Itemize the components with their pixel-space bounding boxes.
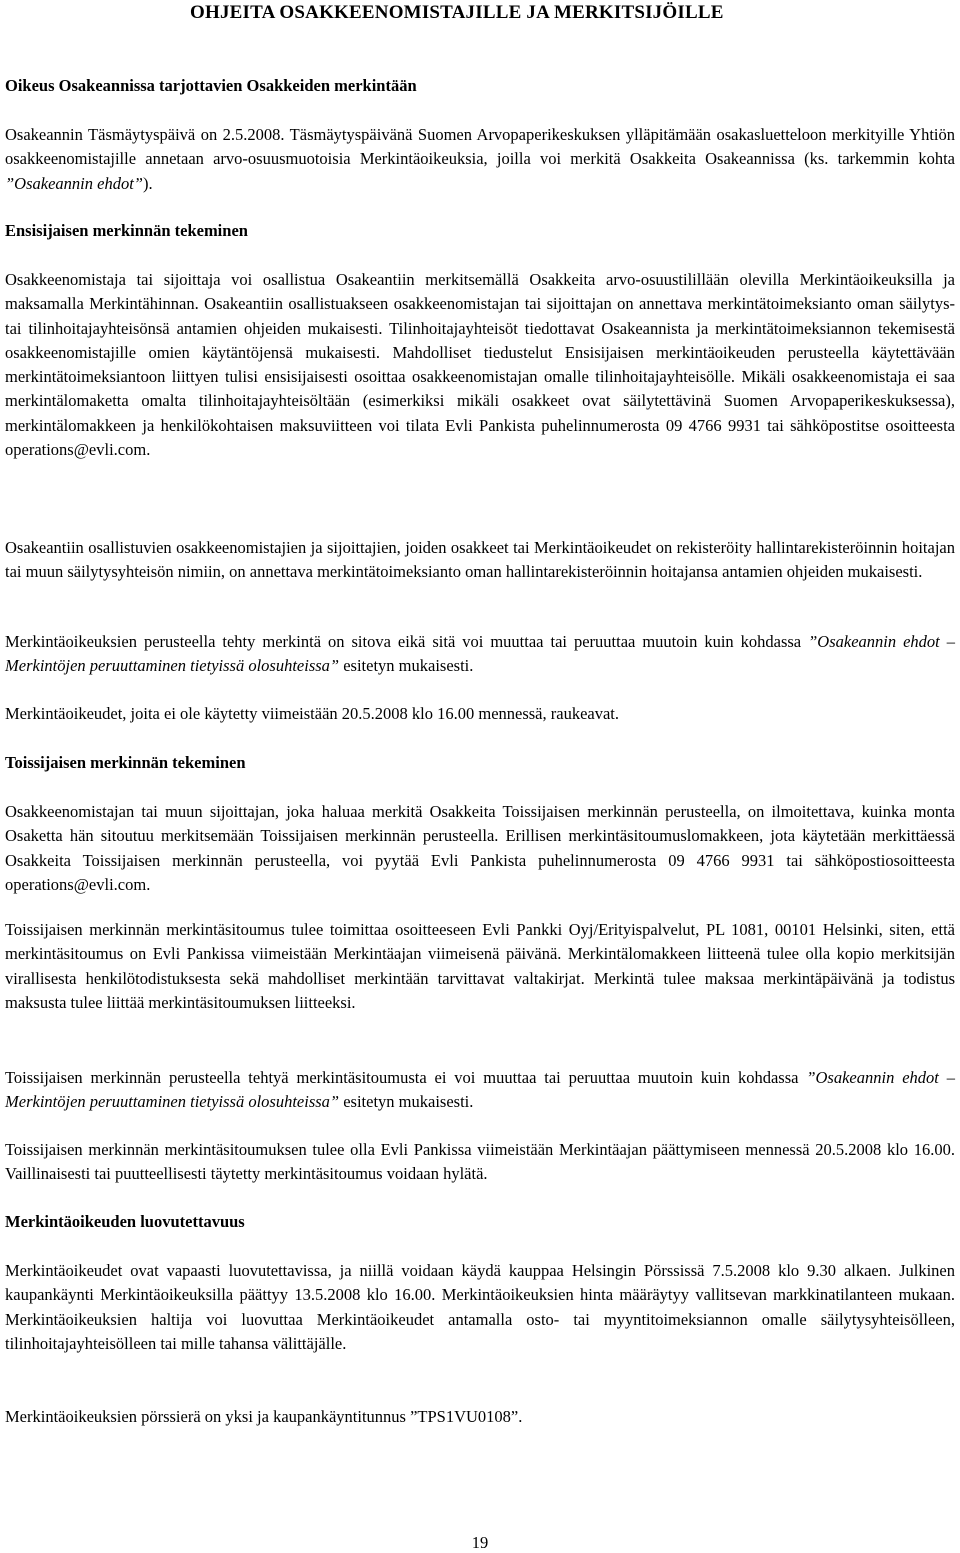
- emphasis-reference: ”Osakeannin ehdot – Merkintöjen peruuttaminen tietyissä olosuhteissa”: [5, 1068, 955, 1112]
- paragraph-rights-expiry: Merkintäoikeudet, joita ei ole käytetty viimeistään 20.5.2008 klo 16.00 mennessä, raukeavat.: [5, 704, 620, 723]
- emphasis-reference: ”Osakeannin ehdot – Merkintöjen peruuttaminen tietyissä olosuhteissa”: [5, 632, 956, 676]
- paragraph-trading-code: Merkintäoikeuksien pörssierä on yksi ja kaupankäyntitunnus ”TPS1VU0108”.: [5, 1407, 523, 1426]
- paragraph-nominee-registered: Osakeantiin osallistuvien osakkeenomistajien ja sijoittajien, joiden osakkeet tai Merkintäoikeudet on rekisteröity hallintarekisteröinnin hoitajan tai muun säilytysyhteisön nimiin, on annettava merkintätoimeksianto oman hallintarekisteröinnin hoitajansa antamien ohjeiden mukaisesti.: [5, 538, 955, 582]
- paragraph-commitment-binding: Toissijaisen merkinnän perusteella tehtyä merkintäsitoumusta ei voi muuttaa tai peruuttaa muutoin kuin kohdassa ”Osakeannin ehdot – Merkintöjen peruuttaminen tietyissä olosuhteissa” esitetyn mukaisesti.: [5, 1068, 955, 1112]
- section-heading-primary-subscription: Ensisijaisen merkinnän tekeminen: [5, 221, 248, 240]
- paragraph-primary-subscription: Osakkeenomistaja tai sijoittaja voi osallistua Osakeantiin merkitsemällä Osakkeita arvo-osuustilillään olevilla Merkintäoikeuksilla ja maksamalla Merkintähinnan. Osakeantiin osallistuakseen osakkeenomistajan tai sijoittajan on annettava merkintätoimeksianto oman säilytys- tai tilinhoitajayhteisönsä antamien ohjeiden mukaisesti. Tilinhoitajayhteisöt tiedottavat Osakeannista ja merkintätoimeksiannon tekemisestä osakkeenomistajille omien käytäntöjensä mukaisesti. Mahdolliset tiedustelut Ensisijaisen merkintäoikeuden perusteella käytettävään merkintätoimeksiantoon liittyen tulisi ensisijaisesti osoittaa osakkeenomistajan omalle tilinhoitajayhteisölle. Mikäli osakkeenomistaja ei saa merkintälomaketta omalta tilinhoitajayhteisöltään (esimerkiksi mikäli osakkeet ovat säilytettävinä Suomen Arvopaperikeskuksessa), merkintälomakkeen ja henkilökohtaisen maksuviitteen voi tilata Evli Pankista puhelinnumerosta 09 4766 9931 tai sähköpostitse osoitteesta operations@evli.com.: [5, 270, 955, 460]
- paragraph-record-date: Osakeannin Täsmäytyspäivä on 2.5.2008. Täsmäytyspäivänä Suomen Arvopaperikeskuksen ylläpitämään osakasluetteloon merkityille Yhtiön osakkeenomistajille annetaan arvo-osuusmuotoisia Merkintäoikeuksia, joilla voi merkitä Osakkeita Osakeannissa (ks. tarkemmin kohta ”Osakeannin ehdot”).: [5, 125, 955, 193]
- page-number: 19: [471, 1533, 489, 1552]
- document-title: OHJEITA OSAKKEENOMISTAJILLE JA MERKITSIJÖILLE: [190, 2, 724, 23]
- paragraph-commitment-delivery: Toissijaisen merkinnän merkintäsitoumus tulee toimittaa osoitteeseen Evli Pankki Oyj/Erityispalvelut, PL 1081, 00101 Helsinki, siten, että merkintäsitoumus on Evli Pankissa viimeistään Merkintäajan viimeisenä päivänä. Merkintälomakkeen liitteenä tulee olla kopio merkitsijän virallisesta henkilötodistuksesta sekä mahdolliset merkintään tarvittavat valtakirjat. Merkintä tulee maksaa merkintäpäivänä ja todistus maksusta tulee liittää merkintäsitoumuksen liitteeksi.: [5, 920, 955, 1012]
- paragraph-commitment-deadline: Toissijaisen merkinnän merkintäsitoumuksen tulee olla Evli Pankissa viimeistään Merkintäajan päättymiseen mennessä 20.5.2008 klo 16.00. Vaillinaisesti tai puutteellisesti täytetty merkintäsitoumus voidaan hylätä.: [5, 1140, 955, 1184]
- document-subtitle: Oikeus Osakeannissa tarjottavien Osakkeiden merkintään: [5, 76, 417, 95]
- section-heading-secondary-subscription: Toissijaisen merkinnän tekeminen: [5, 753, 246, 772]
- emphasis-reference: ”Osakeannin ehdot”: [5, 173, 143, 193]
- section-heading-transferability: Merkintäoikeuden luovutettavuus: [5, 1212, 245, 1231]
- paragraph-secondary-subscription: Osakkeenomistajan tai muun sijoittajan, joka haluaa merkitä Osakkeita Toissijaisen merkinnän perusteella, on ilmoitettava, kuinka monta Osaketta hän sitoutuu merkitsemään Toissijaisen merkinnän perusteella. Erillisen merkintäsitoumuslomakkeen, jota käytetään merkittäessä Osakkeita Toissijaisen merkinnän perusteella, voi pyytää Evli Pankista puhelinnumerosta 09 4766 9931 tai sähköpostiosoitteesta operations@evli.com.: [5, 802, 955, 894]
- paragraph-binding-subscription: Merkintäoikeuksien perusteella tehty merkintä on sitova eikä sitä voi muuttaa tai peruuttaa muutoin kuin kohdassa ”Osakeannin ehdot – Merkintöjen peruuttaminen tietyissä olosuhteissa” esitetyn mukaisesti.: [5, 632, 956, 676]
- paragraph-transferability: Merkintäoikeudet ovat vapaasti luovutettavissa, ja niillä voidaan käydä kauppaa Helsingin Pörssissä 7.5.2008 klo 9.30 alkaen. Julkinen kaupankäynti Merkintäoikeuksilla päättyy 13.5.2008 klo 16.00. Merkintäoikeuksien hinta määräytyy vallitsevan markkinatilanteen mukaan. Merkintäoikeuksien haltija voi luovuttaa Merkintäoikeudet antamalla osto- tai myyntitoimeksiannon omalle säilytysyhteisölleen, tilinhoitajayhteisölleen tai mille tahansa välittäjälle.: [5, 1261, 955, 1353]
